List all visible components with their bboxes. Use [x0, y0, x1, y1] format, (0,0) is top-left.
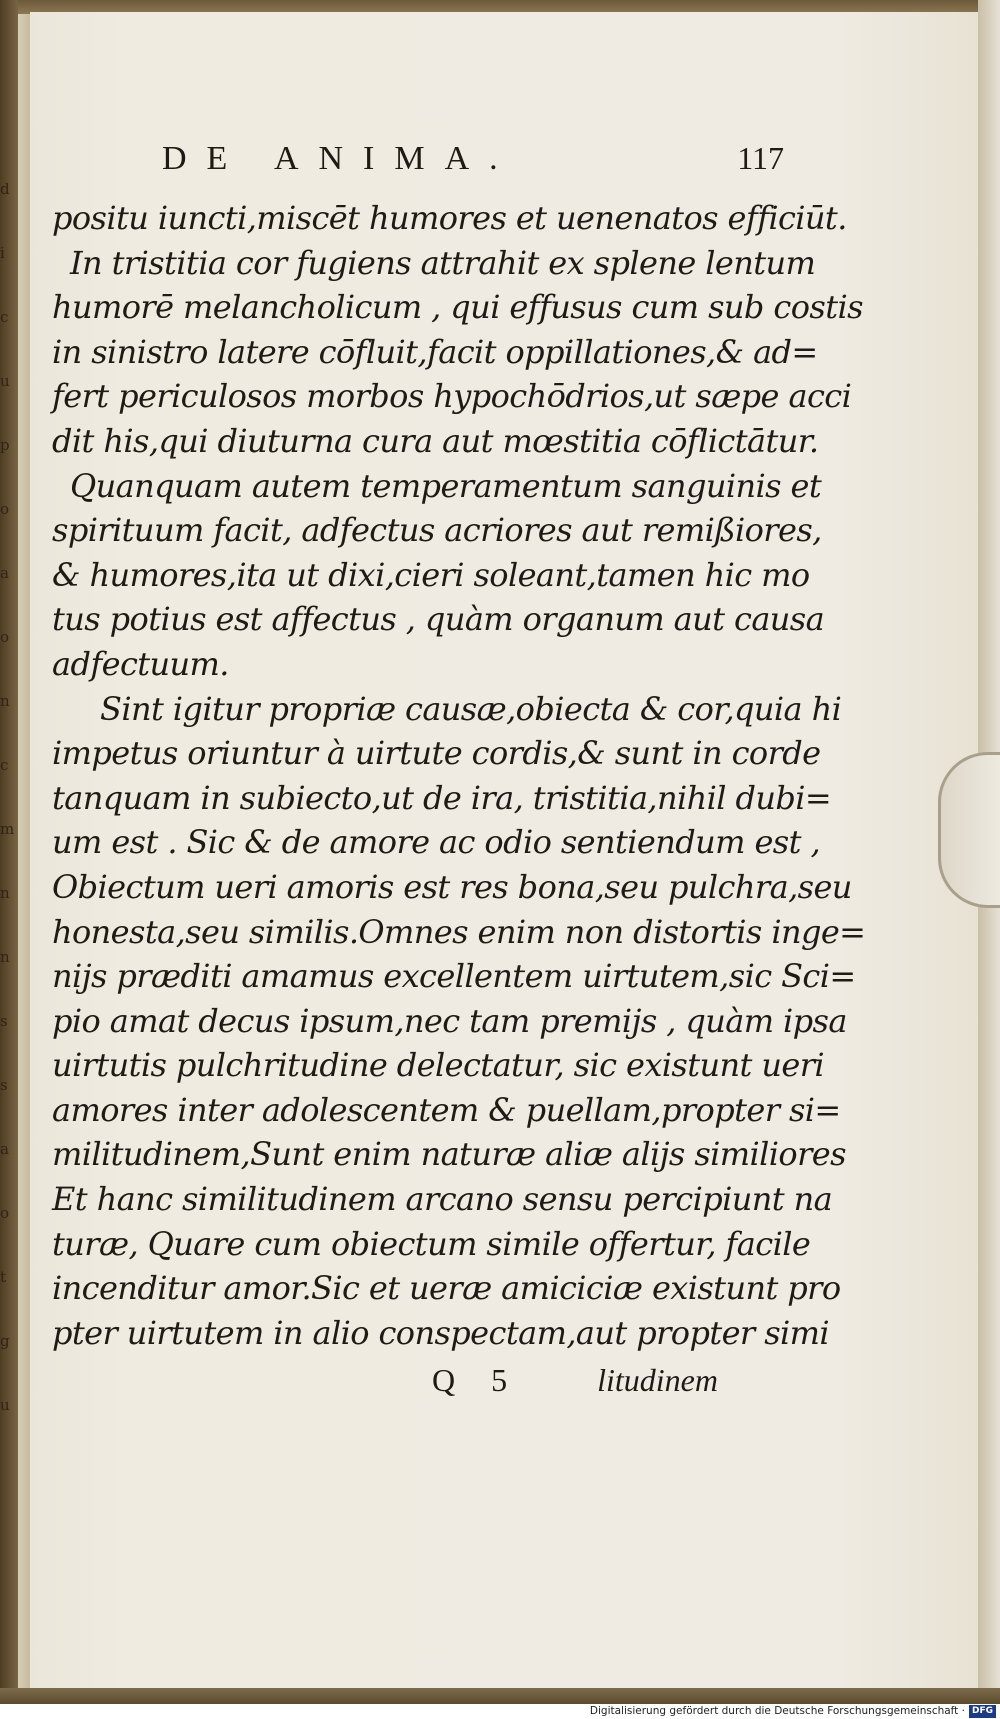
stub-letter: o [0, 500, 10, 518]
stub-letter: i [0, 244, 5, 262]
page-number: 117 [737, 140, 784, 176]
stub-letter: u [0, 1396, 10, 1414]
stub-letter: m [0, 820, 15, 838]
text-line: Et hanc similitudinem arcano sensu percipiunt na [52, 1180, 833, 1219]
stub-letter: s [0, 1012, 8, 1030]
stub-letter: t [0, 1268, 7, 1286]
stub-letter: a [0, 564, 9, 582]
text-line: fert periculosos morbos hypochōdrios,ut sæpe acci [52, 377, 852, 416]
text-line: humorē melancholicum , qui effusus cum sub costis [52, 288, 863, 327]
page-text-block [52, 140, 866, 1405]
text-line: in sinistro latere cōfluit,facit oppillationes,& ad= [52, 332, 818, 371]
text-line: In tristitia cor fugiens attrahit ex splene lentum [70, 243, 816, 282]
stub-letter: d [0, 180, 10, 198]
stub-letter: n [0, 948, 10, 966]
stub-letter: c [0, 756, 9, 774]
text-line: nijs præditi amamus excellentem uirtutem,sic Sci= [52, 957, 856, 996]
page-footer [52, 1355, 792, 1405]
text-line: militudinem,Sunt enim naturæ aliæ alijs similiores [52, 1135, 846, 1174]
text-line: amores inter adolescentem & puellam,propter si= [52, 1090, 841, 1129]
text-line: Obiectum ueri amoris est res bona,seu pulchra,seu [52, 867, 852, 906]
stub-letter: p [0, 436, 10, 454]
text-line: dit his,qui diuturna cura aut mœstitia cōflictātur. [52, 421, 819, 460]
page-header [52, 140, 792, 196]
text-line: spirituum facit, adfectus acriores aut remißiores, [52, 511, 822, 550]
text-line: pter uirtutem in alio conspectam,aut propter simi [52, 1313, 830, 1352]
stub-letter: a [0, 1140, 9, 1158]
text-line: tus potius est affectus , quàm organum aut causa [52, 600, 825, 639]
text-line: tanquam in subiecto,ut de ira, tristitia,nihil dubi= [52, 778, 832, 817]
stub-letter: u [0, 372, 10, 390]
text-line: uirtutis pulchritudine delectatur, sic existunt ueri [52, 1046, 825, 1085]
text-line: & humores,ita ut dixi,cieri soleant,tamen hic mo [52, 555, 810, 594]
text-line: honesta,seu similis.Omnes enim non distortis inge= [52, 912, 866, 951]
stub-letter: n [0, 884, 10, 902]
text-line: Quanquam autem temperamentum sanguinis et [70, 466, 822, 505]
text-line: um est . Sic & de amore ac odio sentiendum est , [52, 823, 821, 862]
dfg-logo: DFG [969, 1705, 996, 1718]
signature-mark: Q 5 [432, 1362, 522, 1399]
running-title: DE ANIMA. [162, 140, 518, 177]
catchword: litudinem [597, 1362, 718, 1399]
stub-letter: o [0, 1204, 10, 1222]
clasp-shadow [938, 752, 1000, 908]
text-line: Sint igitur propriæ causæ,obiecta & cor,quia hi [100, 689, 842, 728]
text-line: adfectuum. [52, 644, 229, 683]
previous-page-stub-letters [0, 180, 16, 1460]
digitization-credit-bar [0, 1704, 1000, 1719]
credit-text: Digitalisierung gefördert durch die Deutsche Forschungsgemeinschaft · [589, 1705, 965, 1717]
stub-letter: o [0, 628, 10, 646]
stub-letter: n [0, 692, 10, 710]
book-bottom-edge [0, 1688, 1000, 1704]
stub-letter: s [0, 1076, 8, 1094]
body-lines [52, 196, 866, 1355]
text-line: incenditur amor.Sic et ueræ amiciciæ existunt pro [52, 1269, 841, 1308]
text-line: impetus oriuntur à uirtute cordis,& sunt in corde [52, 734, 821, 773]
stub-letter: c [0, 308, 9, 326]
stub-letter: g [0, 1332, 10, 1350]
text-line: positu iuncti,miscēt humores et uenenatos efficiūt. [52, 199, 847, 237]
text-line: turæ, Quare cum obiectum simile offertur, facile [52, 1224, 811, 1263]
text-line: pio amat decus ipsum,nec tam premijs , quàm ipsa [52, 1001, 847, 1040]
